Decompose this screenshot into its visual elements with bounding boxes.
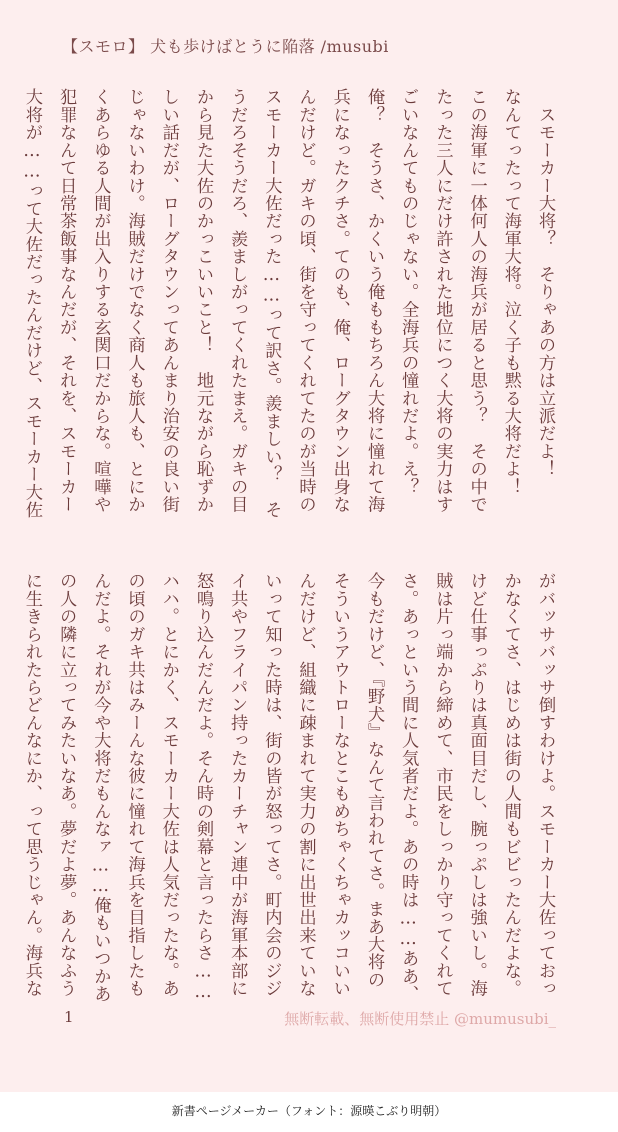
text-line: くあらゆる人間が出入りする玄関口だからな。喧嘩や [90, 88, 111, 514]
text-line: スモーカー大将？ そりゃあの方は立派だよ！ [535, 88, 555, 478]
text-line: の頃のガキ共はみーんな彼に憧れて海兵を目指したも [124, 572, 145, 998]
text-line: けど仕事っぷりは真面目だし、腕っぷしは強いし。海 [466, 572, 487, 998]
text-line: 犯罪なんて日常茶飯事なんだが、それを、スモーカー [56, 88, 77, 514]
text-line: じゃないわけ。海賊だけでなく商人も旅人も、とにか [124, 88, 145, 514]
text-line: スモーカー大佐だった……って訳さ。羨ましい？ そ [261, 88, 282, 519]
text-line: イ共やフライパン持ったカーチャン連中が海軍本部に [227, 572, 248, 998]
generator-credit: 新書ページメーカー（フォント：源暎こぶり明朝） [171, 1104, 447, 1118]
text-line: ごいなんてものじゃない。全海兵の憧れだよ。え？ [398, 88, 419, 496]
text-line: たった三人にだけ許された地位につく大将の実力はす [432, 88, 453, 514]
copyright-notice: 無断転載、無断使用禁止 @mumusubi_ [284, 1010, 556, 1028]
text-line: 大将が……って大佐だったんだけど、スモーカー大佐 [21, 88, 42, 519]
text-line: んだけど、組織に疎まれて実力の割に出世出来ていな [295, 572, 316, 998]
text-line: そういうアウトローなとこもめちゃくちゃカッコいい [329, 572, 350, 998]
text-line: 怒鳴り込んだんだよ。そん時の剣幕と言ったらさ…… [192, 572, 213, 1003]
text-line: んだけど。ガキの頃、街を守ってくれてたのが当時の [295, 88, 316, 514]
text-line: かなくてさ、はじめは街の人間もビビったんだよな。 [500, 572, 521, 998]
text-line: しい話だが、ローグタウンってあんまり治安の良い街 [158, 88, 179, 514]
text-line: んだよ。それが今や大将だもんなァ……俺もいつかあ [90, 572, 111, 1003]
text-line: この海軍に一体何人の海兵が居ると思う？ その中で [466, 88, 487, 514]
text-line: から見た大佐のかっこいいこと！ 地元ながら恥ずか [192, 88, 213, 514]
text-line: さ。あっという間に人気者だよ。あの時は……ああ、 [398, 572, 419, 1003]
text-line: 賊は片っ端から締めて、市民をしっかり守ってくれて [432, 572, 453, 998]
page-number: 1 [64, 1008, 74, 1026]
text-line: 俺？ そうさ、かくいう俺ももちろん大将に憧れて海 [363, 88, 384, 514]
text-line: いって知った時は、街の皆が怒ってさ。町内会のジジ [261, 572, 282, 998]
text-line: うだろそうだろ、羨ましがってくれたまえ。ガキの目 [227, 88, 248, 514]
text-line: に生きられたらどんなにか、って思うじゃん。海兵な [21, 572, 42, 998]
text-line: がバッサバッサ倒すわけよ。スモーカー大佐っておっ [535, 572, 555, 998]
text-line: なんてったって海軍大将。泣く子も黙る大将だよ！ [500, 88, 521, 496]
text-block-lower [15, 572, 562, 1012]
text-line: の人の隣に立ってみたいなあ。夢だよ夢。あんなふう [56, 572, 77, 998]
page-title: 【スモロ】 犬も歩けばとうに陥落 /musubi [62, 37, 389, 56]
text-line: ハハ。とにかく、スモーカー大佐は人気だったな。あ [158, 572, 179, 998]
text-block-upper [15, 88, 562, 528]
text-line: 今もだけど、『野犬』なんて言われてさ。まあ大将の [363, 572, 384, 989]
text-line: 兵になったクチさ。てのも、俺、ローグタウン出身な [329, 88, 350, 514]
